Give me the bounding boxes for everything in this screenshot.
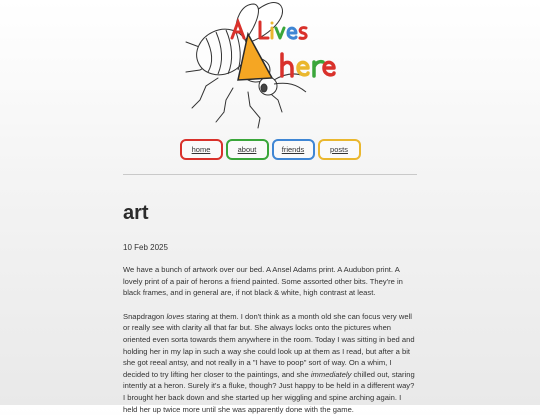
post-date: 10 Feb 2025 [123, 243, 168, 252]
main-nav [0, 139, 540, 160]
emphasis-text: immediately [310, 369, 352, 379]
paragraph-text: chilled out, staring intently at a heron. Surely it's a fluke, though? Just happy to be held in a different way? I brought her back down and she started up her wiggling and spine arching again. I held her up twice more until she was apparently done with the game. [123, 369, 415, 414]
post-content [123, 200, 417, 415]
nav-friends-link[interactable]: friends [272, 139, 315, 160]
post-paragraph: We have a bunch of artwork over our bed. A Ansel Adams print. A Audubon print. A lovely print of a pair of herons a friend painted. Some assorted other bits. They're in black frames, and in general are, if not black & white, high contrast at least. [123, 265, 403, 298]
nav-about-link[interactable]: about [226, 139, 269, 160]
wasp-logo-icon [178, 0, 342, 130]
post-title: art [123, 202, 149, 224]
post-paragraph [123, 311, 417, 415]
header-divider [123, 174, 417, 175]
paragraph-text: Snapdragon [123, 311, 167, 321]
nav-posts-link[interactable]: posts [318, 139, 361, 160]
site-logo[interactable] [178, 0, 342, 130]
nav-home-link[interactable]: home [180, 139, 223, 160]
paragraph-text: staring at them. I don't think as a month old she can focus very well or really see with clarity all that far but. She always locks onto the pictures when oriented even sorta towards them anywhere in the room. Today I was sitting in bed and holding her in my lap in such a way she could look up at them as I read, but after a bit she got reeal antsy, and not really in a "I have to poop" sort of way. On a whim, I decided to try lifting her closer to the paintings, and she [123, 311, 415, 379]
emphasis-text: loves [166, 311, 185, 321]
